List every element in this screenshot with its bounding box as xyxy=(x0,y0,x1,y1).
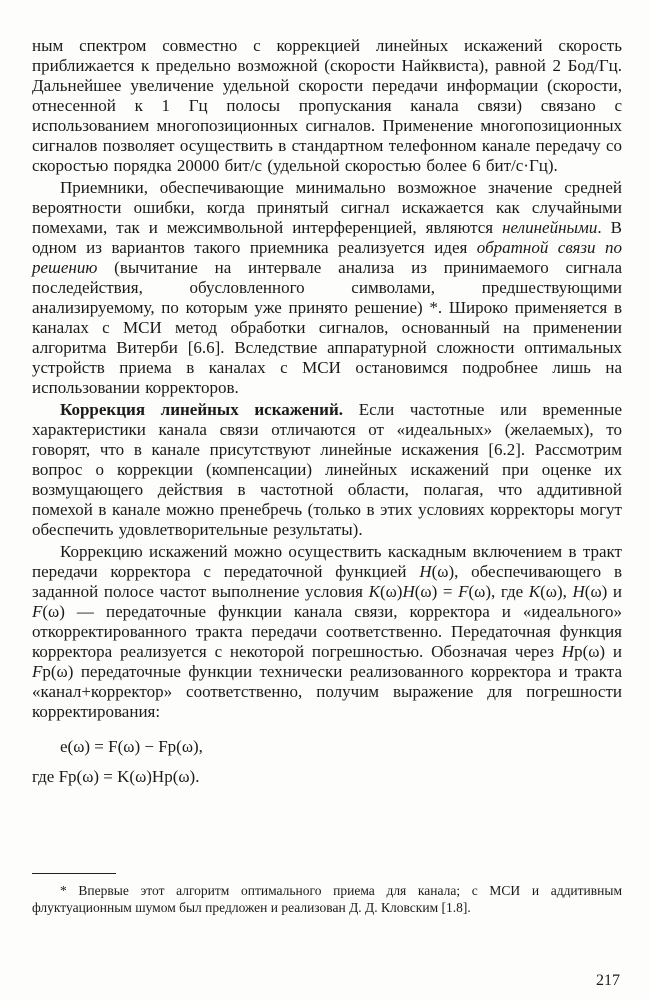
footnote-divider xyxy=(32,873,116,874)
paragraph-4-segment: (ω) и xyxy=(584,582,623,601)
paragraph-4-segment: (ω) = xyxy=(414,582,459,601)
paragraph-2-segment: Приемники, обеспечивающие минимально возможное значение средней вероятности ошибки, когда принятый сигнал искажается как случайными помехами, так и межсимвольной интерференцией, являются xyxy=(32,178,622,237)
paragraph-4-segment: (ω), xyxy=(540,582,573,601)
footnote: * Впервые этот алгоритм оптимального приема для канала; с МСИ и аддитивным флуктуационным шумом был предложен и реализован Д. Д. Кловским [1.8]. xyxy=(32,883,622,915)
page-number: 217 xyxy=(596,972,620,989)
paragraph-4-segment: K xyxy=(368,582,380,601)
paragraph-4-segment: р(ω) передаточные функции технически реализованного корректора и тракта «канал+корректор» соответственно, получим выражение для погрешности корректирования: xyxy=(32,662,622,721)
paragraph-2 xyxy=(32,178,622,398)
paragraph-4-segment: (ω) xyxy=(379,582,403,601)
paragraph-4-segment: F xyxy=(32,602,43,621)
paragraph-2-segment: нелинейными xyxy=(502,218,598,237)
paragraph-3-segment: Коррекция линейных искажений. xyxy=(60,400,344,419)
paragraph-4-segment: H xyxy=(419,562,432,581)
paragraph-4-segment: H xyxy=(572,582,585,601)
paragraph-4-segment: (ω) — передаточные функции канала связи, корректора и «идеального» откорректированного тракта передачи соответственно. Передаточная функция корректора реализуется с некоторой погрешностью. Обозначая через xyxy=(32,602,622,661)
paragraph-4-segment: K xyxy=(528,582,541,601)
paragraph-2-segment: . В одном из вариантов такого приемника реализуется идея xyxy=(32,218,622,257)
paragraph-3-segment: Если частотные или временные характеристики канала связи отличаются от «идеальных» (желаемых), то говорят, что в канале присутствуют линейные искажения [6.2]. Рассмотрим вопрос о коррекции (компенсации) линейных искажений при оценке их возмущающего действия в частотной области, полагая, что аддитивной помехой в канале можно пренебречь (только в этих условиях корректоры могут обеспечить удовлетворительные результаты). xyxy=(32,400,622,539)
formula-error xyxy=(32,736,622,758)
formula-fp-prefix: где xyxy=(32,767,55,786)
formula-error-text: e(ω) = F(ω) − Fр(ω), xyxy=(60,737,203,756)
paragraph-4-segment: F xyxy=(458,582,469,601)
paragraph-1 xyxy=(32,36,622,176)
paragraph-1-segment: ным спектром совместно с коррекцией линейных искажений скорость приближается к предельно возможной (скорости Найквиста), равной 2 Бод/Гц. Дальнейшее увеличение удельной скорости передачи информации (скорости, отнесенной к 1 Гц полосы пропускания канала связи) связано с использованием многопозиционных сигналов. Применение многопозиционных сигналов позволяет осуществить в стандартном телефонном канале передачу со скоростью порядка 20000 бит/с (удельной скоростью более 6 бит/с·Гц). xyxy=(32,36,622,175)
paragraph-2-segment: (вычитание на интервале анализа из принимаемого сигнала последействия, обусловленного символами, предшествующими анализируемому, по которым уже принято решение) *. Широко применяется в каналах с МСИ метод обработки сигналов, основанный на применении алгоритма Витерби [6.6]. Вследствие аппаратурной сложности оптимальных устройств приема в каналах с МСИ остановимся подробнее лишь на использовании корректоров. xyxy=(32,258,622,397)
paragraph-4-segment: H xyxy=(402,582,415,601)
paragraph-4 xyxy=(32,542,622,722)
paragraph-4-segment: H xyxy=(561,642,575,661)
formula-fp-text: Fр(ω) = K(ω)Hр(ω). xyxy=(58,767,200,786)
paragraph-4-segment: р(ω) и xyxy=(574,642,623,661)
paragraph-4-segment: Коррекцию искажений можно осуществить каскадным включением в тракт передачи корректора с передаточной функцией xyxy=(32,542,622,581)
formula-fp xyxy=(32,766,622,788)
page-body xyxy=(32,36,622,788)
paragraph-2-segment: обратной связи по решению xyxy=(32,238,623,277)
paragraph-4-segment: (ω), обеспечивающего в заданной полосе частот выполнение условия xyxy=(32,562,622,601)
paragraph-4-segment: (ω), где xyxy=(468,582,529,601)
paragraph-4-segment: F xyxy=(32,662,43,681)
paragraph-3 xyxy=(32,400,622,540)
